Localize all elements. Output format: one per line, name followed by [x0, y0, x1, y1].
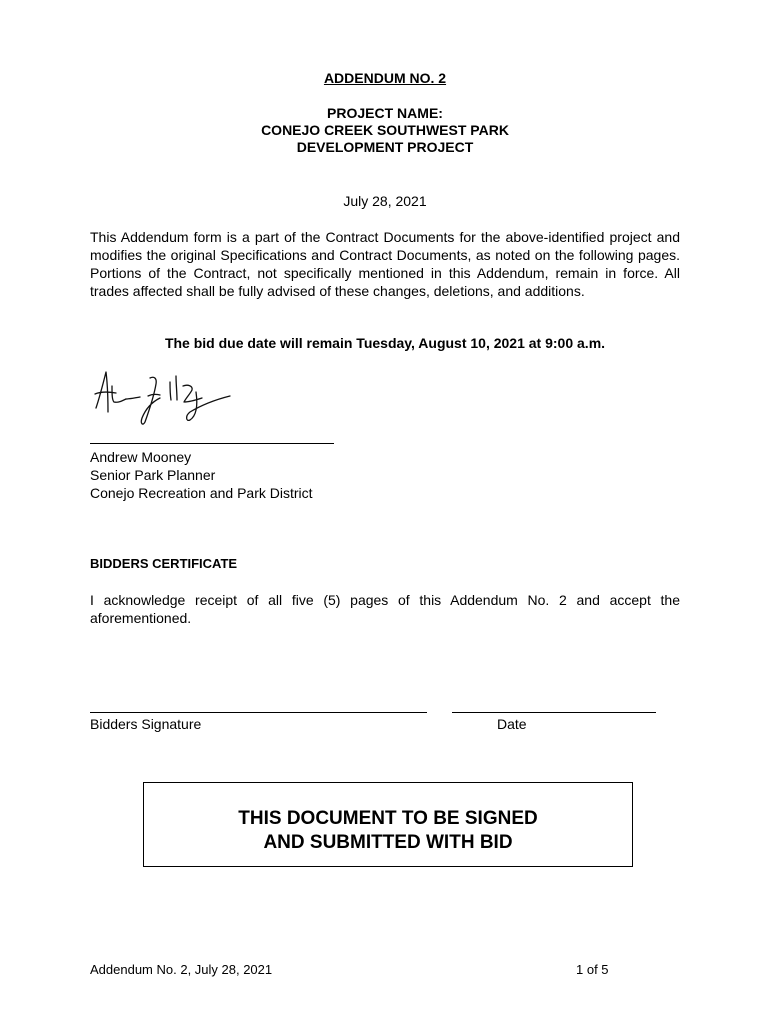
submission-notice-box [143, 782, 633, 867]
signer-block [90, 448, 313, 502]
notice-line-1: THIS DOCUMENT TO BE SIGNED [238, 808, 538, 829]
signer-organization: Conejo Recreation and Park District [90, 485, 313, 501]
project-name-line-2: DEVELOPMENT PROJECT [296, 139, 474, 155]
signer-name: Andrew Mooney [90, 449, 192, 465]
intro-paragraph: This Addendum form is a part of the Contract Documents for the above-identified project and modifies the original Specifications and Contract Documents, as noted on the following pages. Portions of the Contract, not specifically mentioned in this Addendum, remain in force. All trades affected shall be fully advised of these changes, deletions, and additions. [90, 229, 680, 299]
date-field[interactable] [452, 712, 656, 713]
project-name-line-1: CONEJO CREEK SOUTHWEST PARK [261, 122, 509, 138]
bid-due-notice: The bid due date will remain Tuesday, August 10, 2021 at 9:00 a.m. [164, 335, 606, 351]
signature-line [90, 443, 334, 444]
certificate-heading: BIDDERS CERTIFICATE [90, 556, 238, 571]
acknowledgement-line-1: I acknowledge receipt of all five (5) pages of this Addendum No. 2 and accept the [90, 592, 680, 608]
bidder-signature-label: Bidders Signature [90, 716, 202, 732]
date-label: Date [497, 716, 527, 732]
footer-page-number: 1 of 5 [576, 962, 609, 977]
bidder-signature-field[interactable] [90, 712, 427, 713]
notice-line-2: AND SUBMITTED WITH BID [263, 832, 513, 853]
document-date: July 28, 2021 [343, 193, 427, 209]
acknowledgement-paragraph [90, 591, 680, 627]
handwritten-signature [90, 366, 250, 436]
project-label: PROJECT NAME: [327, 105, 443, 121]
footer-document-reference: Addendum No. 2, July 28, 2021 [90, 962, 273, 977]
addendum-title: ADDENDUM NO. 2 [323, 70, 447, 86]
project-name-block [0, 105, 770, 156]
acknowledgement-line-2: aforementioned. [90, 610, 192, 626]
signer-title: Senior Park Planner [90, 467, 216, 483]
